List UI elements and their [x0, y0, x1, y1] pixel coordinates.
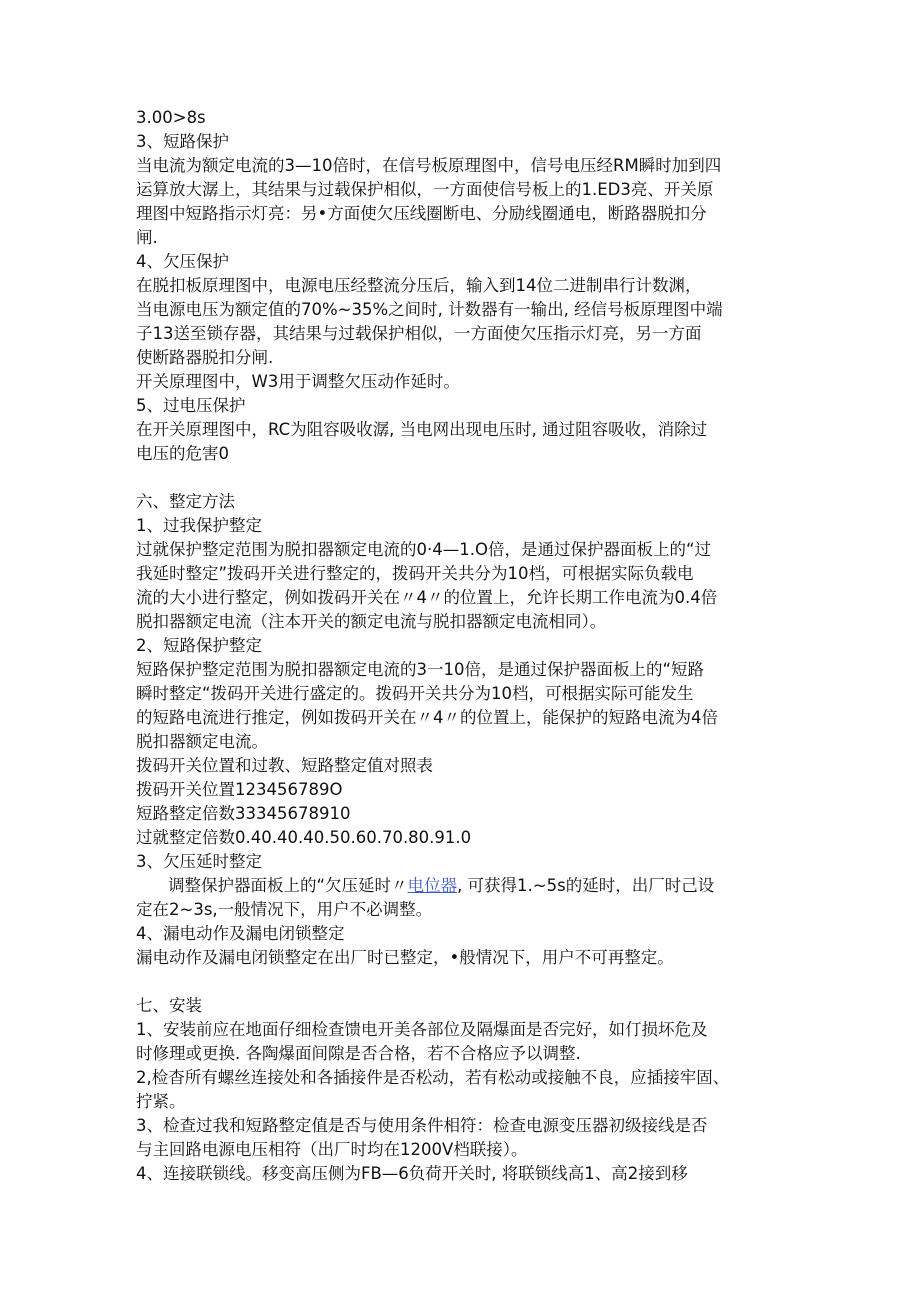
paragraph-spacer: [136, 970, 816, 994]
paragraph-line: 短路保护整定范围为脱扣器额定电流的3一10倍，是通过保护器面板上的“短路: [136, 660, 705, 679]
paragraph-line: 流的大小进行整定，例如拨码开关在〃4〃的位置上，允许长期工作电流为0.4倍: [136, 588, 718, 607]
paragraph-line: 1、安装前应在地面仔细检查馈电开美各部位及隔爆面是否完好，如仃损坏危及: [136, 1020, 708, 1039]
paragraph-line: 过就保护整定范围为脱扣器额定电流的0·4—1.O倍，是通过保护器面板上的“过: [136, 540, 712, 559]
paragraph-line: 子13送至锁存器，其结果与过载保护相似，一方面使欠压指示灯亮，另一方面: [136, 324, 702, 343]
paragraph-line: 拧紧。: [136, 1092, 186, 1111]
section-heading-installation: 七、安装: [136, 996, 202, 1015]
paragraph-line: 当电源电压为额定值的70%~35%之间时, 计数器有一输出, 经信号板原理图中端: [136, 300, 723, 319]
subheading-short-circuit-protection: 3、短路保护: [136, 132, 229, 151]
paragraph-line: 我延时整定”拨码开关进行整定的，拨码开关共分为10档，可根据实际负载电: [136, 564, 694, 583]
paragraph-line: 闸.: [136, 228, 158, 247]
subheading-undervoltage-delay-setting: 3、欠压延时整定: [136, 852, 262, 871]
paragraph-line: 理图中短路指示灯亮：另•方面使欠压线圈断电、分励线圈通电，断路器脱扣分: [136, 204, 707, 223]
paragraph-line: 2,检杳所有螺丝连接处和各插接件是否松动，若有松动或接触不良，应插接牢固、: [136, 1068, 730, 1087]
paragraph-line: 瞬时整定“拨码开关进行盛定的。拨码开关共分为10档，可根据实际可能发生: [136, 684, 694, 703]
paragraph-line: 当电流为额定电流的3—10倍时，在信号板原理图中，信号电压经RM瞬时加到四: [136, 156, 722, 175]
paragraph-line: 开关原理图中，W3用于调整欠压动作延时。: [136, 372, 460, 391]
text-span: 调整保护器面板上的“欠压延时〃: [168, 876, 408, 895]
paragraph-line: [136, 874, 816, 898]
subheading-overload-setting: 1、过我保护整定: [136, 516, 262, 535]
table-row-short-circuit-multiple: 短路整定倍数33345678910: [136, 804, 351, 823]
paragraph-line: 4、连接联锁线。移变高压侧为FB—6负荷开关时, 将联锁线高1、高2接到移: [136, 1164, 688, 1183]
paragraph-line: 漏电动作及漏电闭锁整定在出厂时已整定，•般情况下，用户不可再整定。: [136, 948, 674, 967]
paragraph-line: 脱扣器额定电流。: [136, 732, 268, 751]
paragraph-line: 在脱扣板原理图中，电源电压经整流分压后，输入到14位二进制串行计数渊，: [136, 276, 702, 295]
text-span: , 可获得1.~5s的延时，出厂时己设: [457, 876, 715, 895]
paragraph-line: 脱扣器额定电流（注本开关的额定电流与脱扣器额定电流相同）。: [136, 612, 607, 631]
paragraph-spacer: [136, 466, 816, 490]
paragraph-line: 时修理或更换. 各陶爆面间隙是否合格，若不合格应予以调整.: [136, 1044, 581, 1063]
paragraph-line: 3、检查过我和短路整定值是否与使用条件相符：检查电源变压器初级接线是否: [136, 1116, 708, 1135]
document-body: [136, 106, 816, 1186]
paragraph-line: 运算放大潺上，其结果与过载保护相似，一方面使信号板上的1.ED3亮、开关原: [136, 180, 714, 199]
paragraph-line: 与主回路电源电压相符（出厂时均在1200V档联接）。: [136, 1140, 528, 1159]
table-row-overload-multiple: 过就整定倍数0.40.40.40.50.60.70.80.91.0: [136, 828, 472, 847]
subheading-leakage-setting: 4、漏电动作及漏电闭锁整定: [136, 924, 345, 943]
paragraph-line: 的短路电流进行推定，例如拨码开关在〃4〃的位置上，能保护的短路电流为4倍: [136, 708, 718, 727]
table-title: 拨码开关位置和过教、短路整定值对照表: [136, 756, 433, 775]
paragraph-line: 在开关原理图中，RC为阻容吸收潺, 当电网出现电压时, 通过阻容吸收，消除过: [136, 420, 708, 439]
subheading-undervoltage-protection: 4、欠压保护: [136, 252, 229, 271]
section-heading-setting-method: 六、整定方法: [136, 492, 235, 511]
text-line: 3.00>8s: [136, 108, 206, 127]
table-row-switch-position: 拨码开关位置123456789O: [136, 780, 343, 799]
paragraph-line: 电压的危害0: [136, 444, 229, 463]
paragraph-line: 定在2~3s,一般情况下，用户不必调整。: [136, 900, 433, 919]
subheading-overvoltage-protection: 5、过电压保护: [136, 396, 246, 415]
subheading-short-circuit-setting: 2、短路保护整定: [136, 636, 262, 655]
paragraph-line: 使断路器脱扣分闸.: [136, 348, 274, 367]
potentiometer-link[interactable]: 电位器: [407, 876, 458, 895]
